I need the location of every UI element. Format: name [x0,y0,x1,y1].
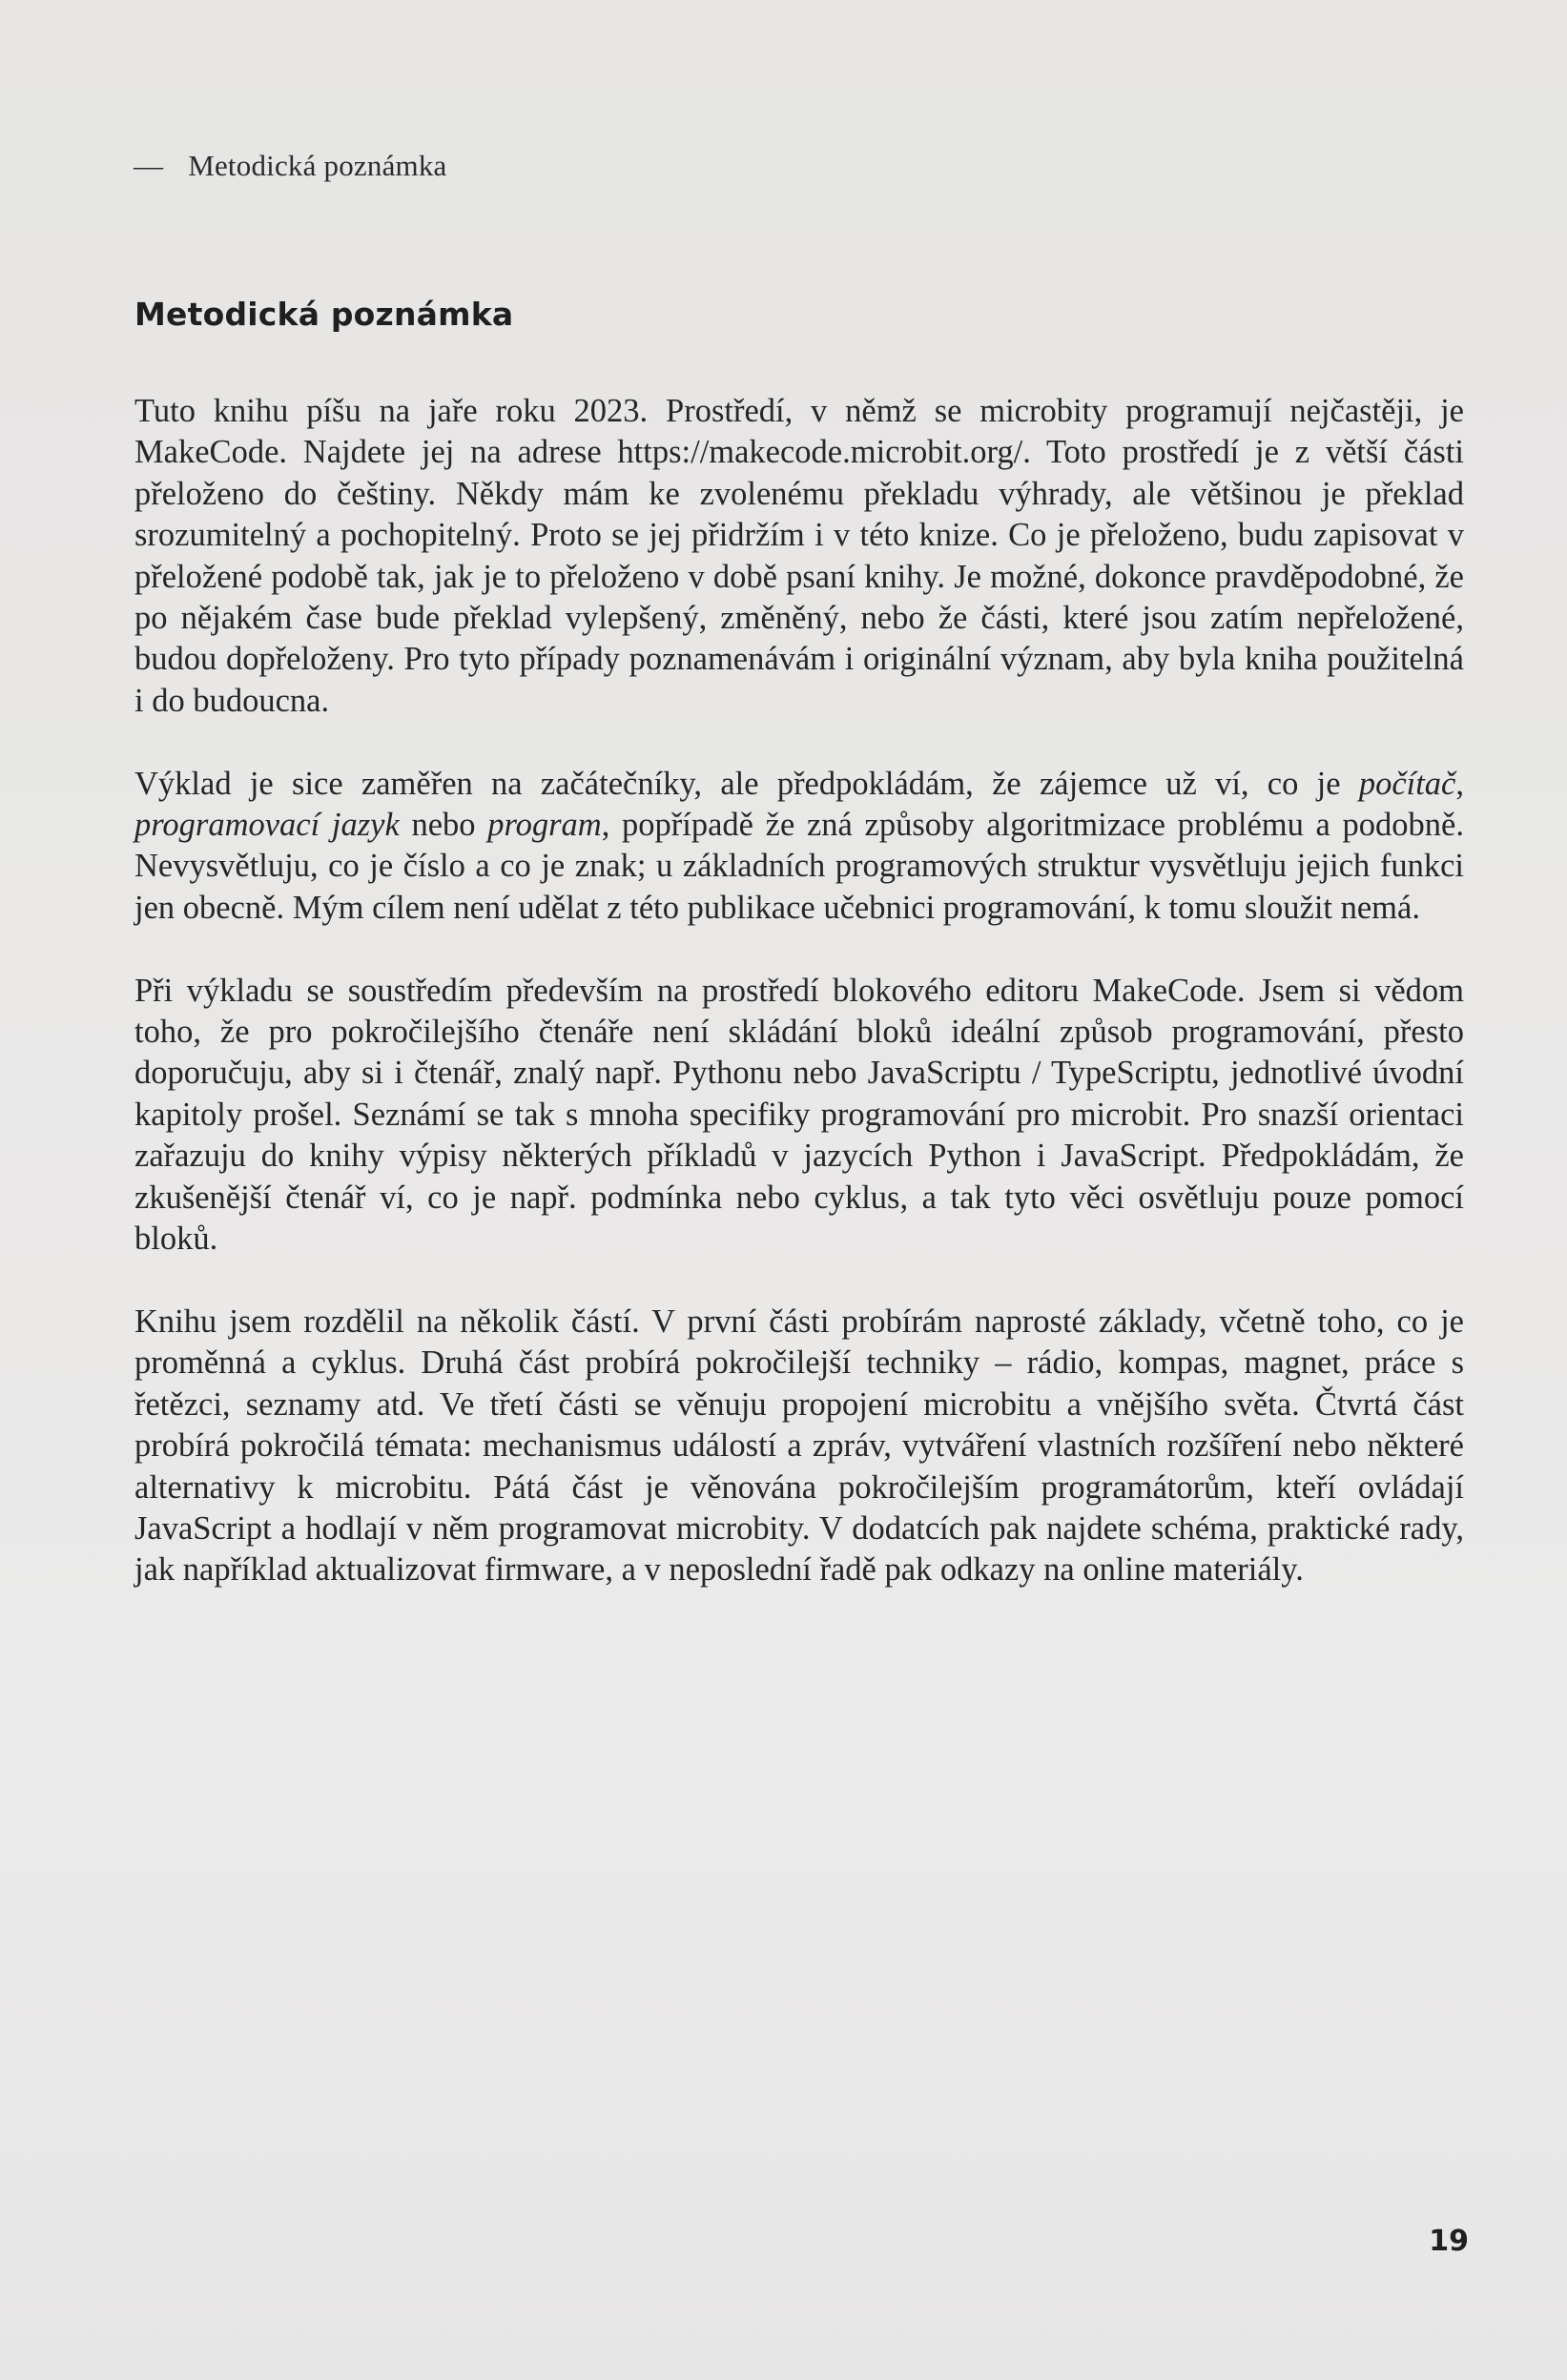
paragraph-2-text-d: , popřípadě že zná způsoby algoritmizace problému a podobně. Nevysvětluju, co je číslo a co je znak; u základních programových struktur vysvětluju jejich funkci jen obecně. Mým cílem není udělat z této publikace učebnici programování, k tomu sloužit nemá. [134,807,1464,926]
paragraph-2-text-b: , [1455,765,1464,802]
header-dash: — [134,149,164,182]
paragraph-2 [134,764,1464,930]
chapter-title: Metodická poznámka [134,296,514,333]
running-title: Metodická poznámka [188,149,447,182]
paragraph-4: Knihu jsem rozdělil na několik částí. V první části probírám naprosté základy, včetně toho, co je proměnná a cyklus. Druhá část probírá pokročilejší techniky – rádio, kompas, magnet, práce s řetězci, seznamy atd. Ve třetí části se věnuju propojení microbitu a vnějšího světa. Čtvrtá část probírá pokročilá témata: mechanismus událostí a zpráv, vytváření vlastních rozšíření nebo některé alternativy k microbitu. Pátá část je věnována pokročilejším programátorům, kteří ovládají JavaScript a hodlají v něm programovat microbity. V dodatcích pak najdete schéma, praktické rady, jak například aktualizovat firmware, a v neposlední řadě pak odkazy na online materiály. [134,1303,1464,1589]
body-text [134,391,1464,1591]
paragraph-3: Při výkladu se soustředím především na prostředí blokového editoru MakeCode. Jsem si vědom toho, že pro pokročilejšího čtenáře není skládání bloků ideální způsob programování, přesto doporučuju, aby si i čtenář, znalý např. Pythonu nebo JavaScriptu / TypeScriptu, jednotlivé úvodní kapitoly prošel. Seznámí se tak s mnoha specifiky programování pro microbit. Pro snazší orientaci zařazuju do knihy výpisy některých příkladů v jazycích Python i JavaScript. Předpokládám, že zkušenější čtenář ví, co je např. podmínka nebo cyklus, a tak tyto věci osvětluju pouze pomocí bloků. [134,972,1464,1258]
term-program: program [487,807,602,844]
term-pocitac: počítač [1358,765,1456,802]
page-number: 19 [1429,2225,1469,2258]
paragraph-1: Tuto knihu píšu na jaře roku 2023. Prostředí, v němž se microbity programují nejčastěji, je MakeCode. Najdete jej na adrese https://makecode.microbit.org/. Toto prostředí je z větší části přeloženo do češtiny. Někdy mám ke zvolenému překladu výhrady, ale většinou je překlad srozumitelný a pochopitelný. Proto se jej přidržím i v této knize. Co je přeloženo, budu zapisovat v přeložené podobě tak, jak je to přeloženo v době psaní knihy. Je možné, dokonce pravděpodobné, že po nějakém čase bude překlad vylepšený, změněný, nebo že části, které jsou zatím nepřeložené, budou dopřeloženy. Pro tyto případy poznamenávám i originální význam, aby byla kniha použitelná i do budoucna. [134,393,1464,719]
running-header [134,149,447,183]
paragraph-2-text-a: Výklad je sice zaměřen na začátečníky, ale předpokládám, že zájemce už ví, co je [134,765,1359,802]
term-programovaci-jazyk: programovací jazyk [134,807,400,844]
paragraph-2-text-c: nebo [399,807,488,844]
